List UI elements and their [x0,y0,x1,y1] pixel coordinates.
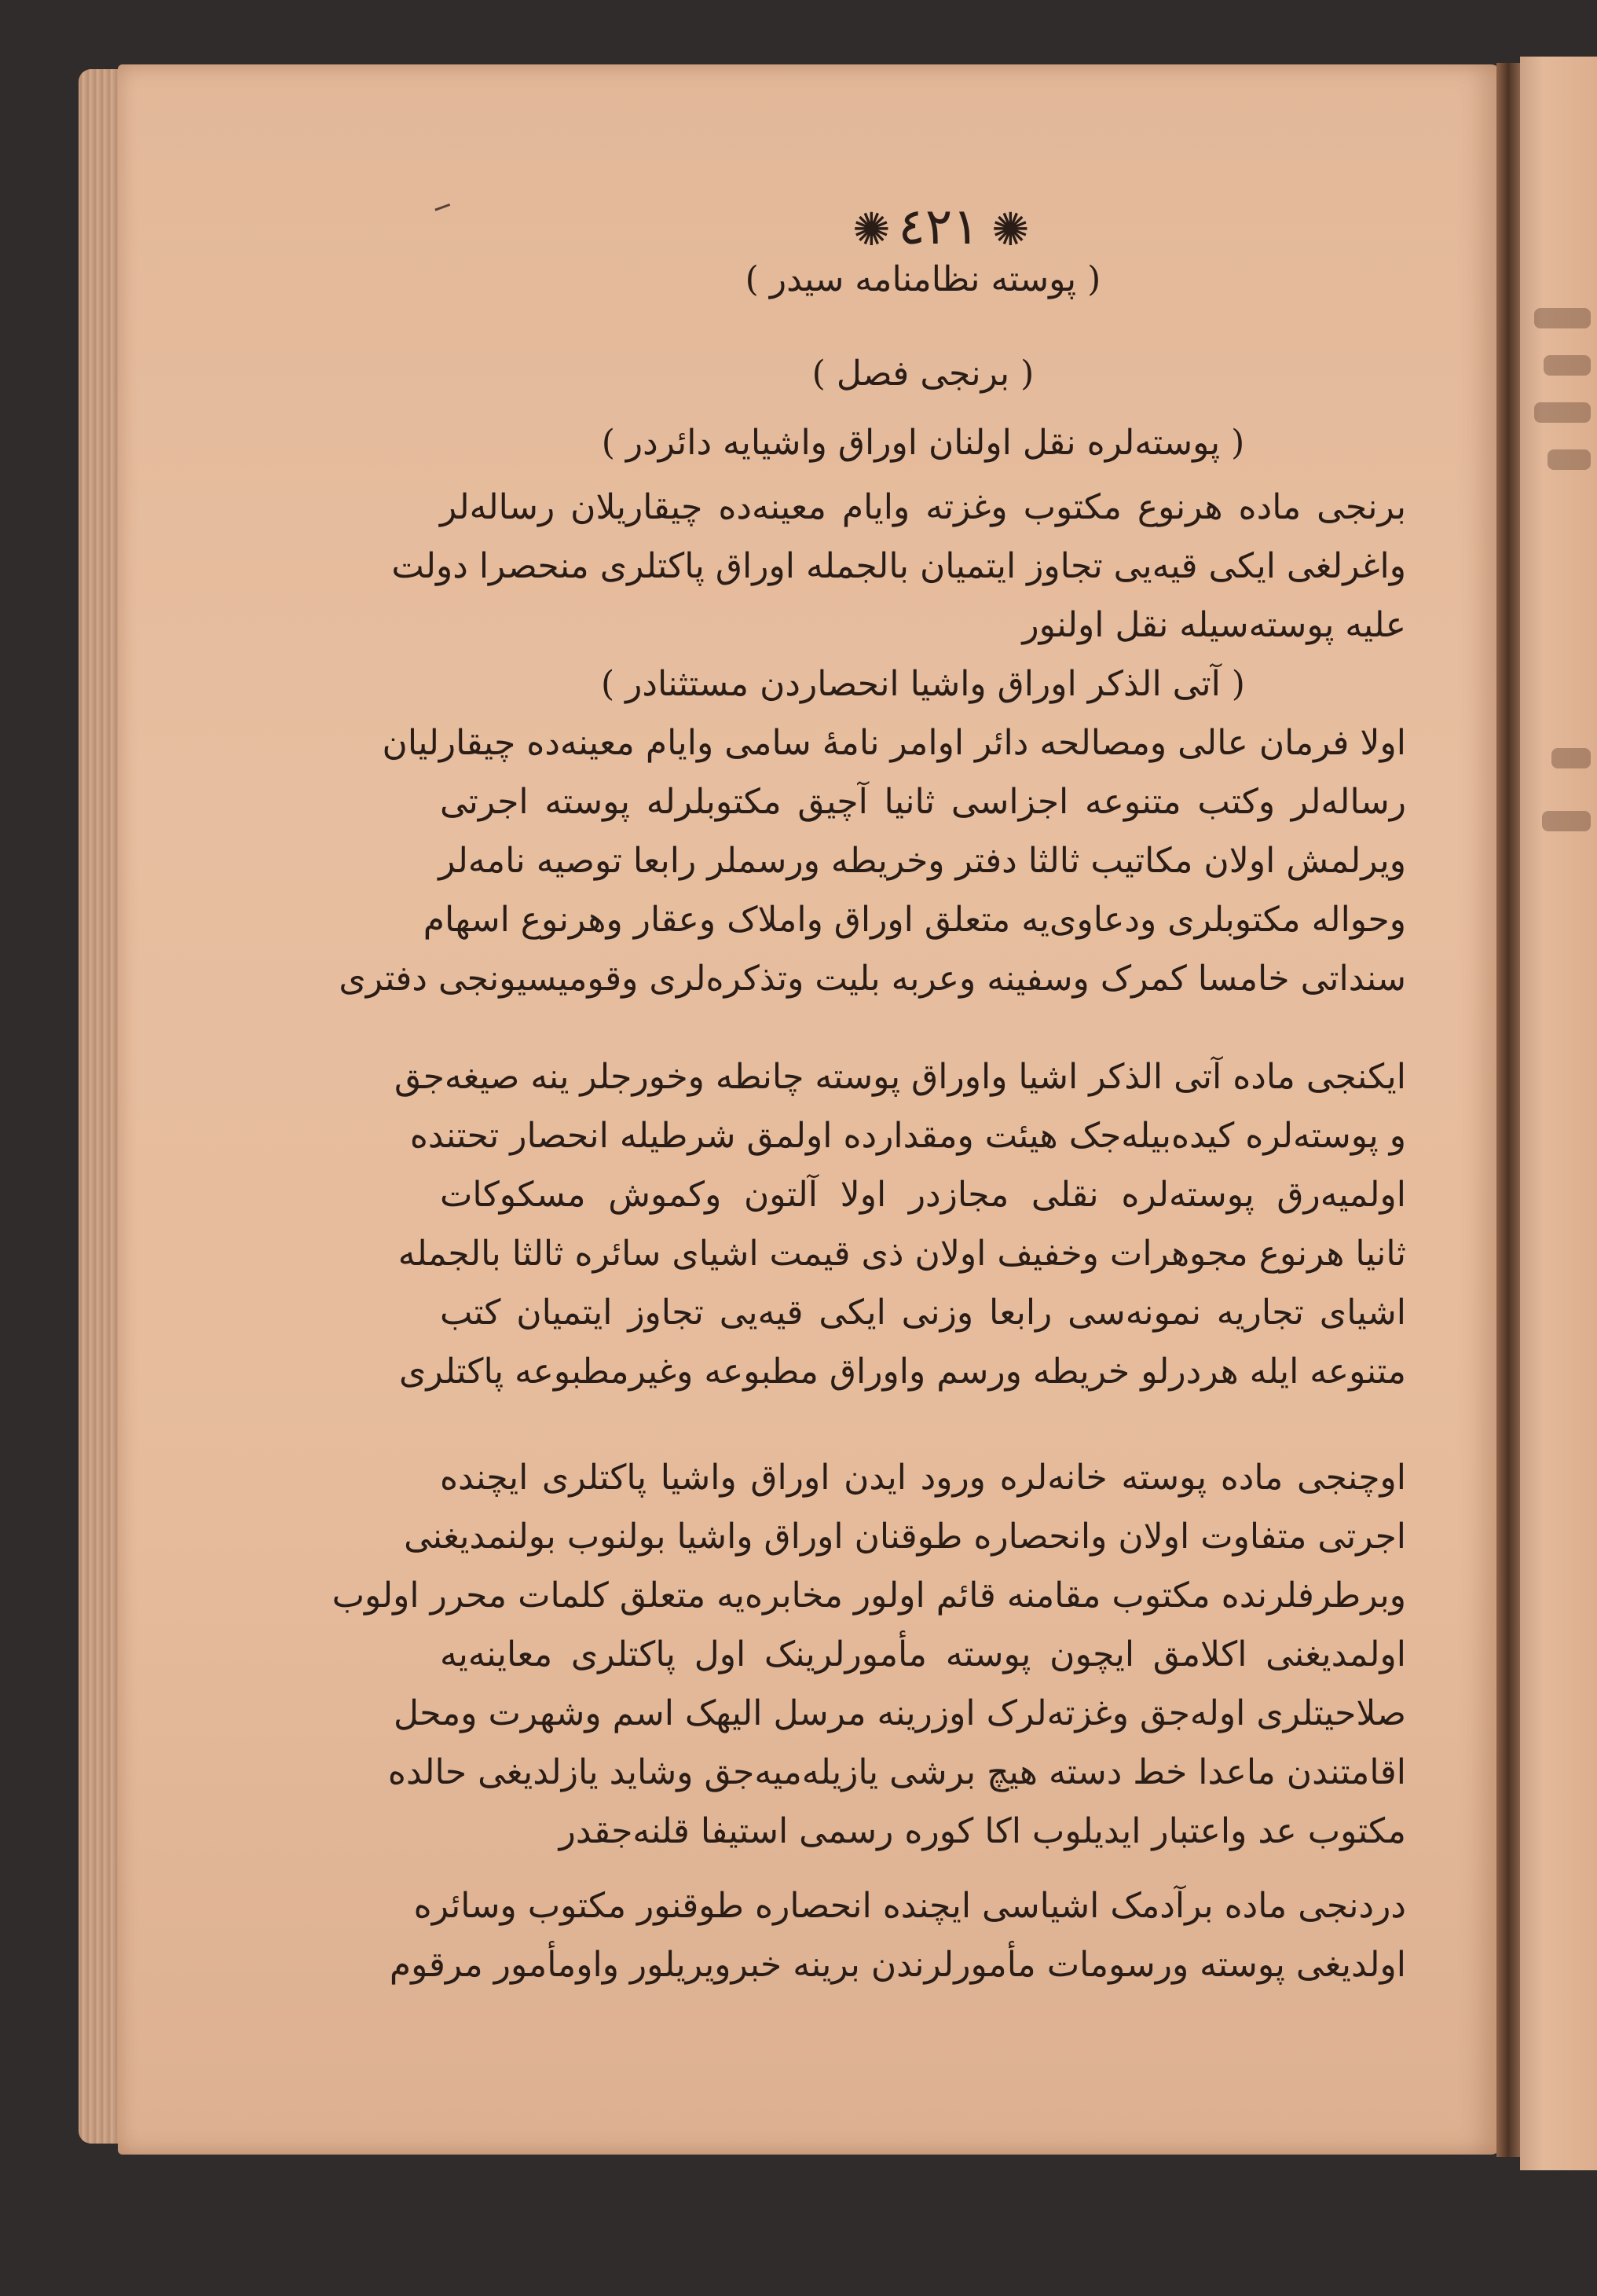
text-line: اولمیه‌رق پوسته‌لره نقلی مجازدر اولا آلتون وکموش مسکوکات [440,1175,1406,1215]
next-page-edge [1520,57,1597,2170]
text-line: ویرلمش اولان مکاتیب ثالثا دفتر وخریطه ورسملر رابعا توصیه نامه‌لر [438,841,1406,881]
text-line: اولا فرمان عالی ومصالحه دائر اوامر نامهٔ سامی وایام معینه‌ده چیقارلیان [382,723,1406,763]
text-line: اشیای تجاریه نمونه‌سی رابعا وزنی ایکی قیه‌یی تجاوز ایتمیان کتب [440,1293,1406,1333]
text-line: اولمدیغنی اکلامق ایچون پوسته مأمورلرینک اول پاکتلری معاینه‌یه [440,1634,1406,1674]
text-line: اوچنجی ماده پوسته خانه‌لره ورود ایدن اوراق واشیا پاکتلری ایچنده [440,1458,1406,1498]
next-page-text-fragment [1548,449,1591,470]
text-line: رساله‌لر وکتب متنوعه اجزاسی ثانیا آچیق مکتوبلرله پوسته اجرتی [440,782,1406,822]
next-page-text-fragment [1534,308,1591,328]
text-line: اقامتندن ماعدا خط دسته هیچ برشی یازیله‌میه‌جق وشاید یازلدیغی حالده [387,1752,1406,1792]
text-line: برنجی ماده هرنوع مکتوب وغزته وایام معینه‌ده چیقاریلان رساله‌لر [440,487,1406,527]
text-line: صلاحیتلری اوله‌جق وغزته‌لرک اوزرینه مرسل الیهک اسم وشهرت ومحل [393,1693,1406,1733]
chapter-title: ( برنجی فصل ) [811,354,1035,394]
text-line: و پوسته‌لره کیده‌بیله‌جک هیئت ومقدارده اولمق شرطیله انحصار تحتنده [409,1116,1406,1156]
text-line: اولدیغی پوسته ورسومات مأمورلرندن برینه خبرویریلور واومأمور مرقوم [389,1945,1406,1985]
next-page-text-fragment [1542,811,1591,831]
next-page-text-fragment [1551,748,1591,768]
next-page-text-fragment [1544,355,1591,376]
text-line: وحواله مکتوبلری ودعاوی‌یه متعلق اوراق واملاک وعقار وهرنوع اسهام [423,900,1406,940]
next-page-text-fragment [1534,402,1591,423]
text-line: اجرتی متفاوت اولان وانحصاره طوقنان اوراق واشیا بولنوب بولنمدیغنی [404,1517,1406,1557]
section-title: ( پوسته‌لره نقل اولنان اوراق واشیایه دائردر ) [601,423,1245,463]
text-line: واغرلغی ایکی قیه‌یی تجاوز ایتمیان بالجمله اوراق پاکتلری منحصرا دولت [391,546,1406,586]
text-line: مکتوب عد واعتبار ایدیلوب اکا کوره رسمی استیفا قلنه‌جقدر [559,1811,1406,1851]
page-number: ٤٢١ [898,198,980,256]
text-line: سنداتی خامسا کمرک وسفینه وعربه بلیت وتذکره‌لری وقومیسیونجی دفتری [339,959,1406,999]
regulation-title: ( پوسته نظامنامه سیدر ) [745,259,1101,299]
ornament-right-icon: ✺ [991,203,1030,256]
text-line: وبرطرفلرنده مکتوب مقامنه قائم اولور مخابره‌یه متعلق کلمات محرر اولوب [331,1575,1406,1616]
text-line: ثانیا هرنوع مجوهرات وخفیف اولان ذی قیمت اشیای سائره ثالثا بالجمله [397,1234,1406,1274]
ornament-left-icon: ✺ [852,203,891,256]
text-line: متنوعه ایله هردرلو خریطه ورسم واوراق مطبوعه وغیرمطبوعه پاکتلری [398,1352,1406,1392]
exception-title: ( آتی الذکر اوراق واشیا انحصاردن مستثنادر ) [601,664,1245,704]
text-line: ایکنجی ماده آتی الذکر اشیا واوراق پوسته چانطه وخورجلر ینه صیغه‌جق [394,1057,1406,1097]
text-line: علیه پوسته‌سیله نقل اولنور [1022,605,1406,645]
book-gutter [1496,63,1520,2157]
text-line: دردنجی ماده برآدمک اشیاسی ایچنده انحصاره طوقنور مکتوب وسائره [413,1886,1406,1926]
